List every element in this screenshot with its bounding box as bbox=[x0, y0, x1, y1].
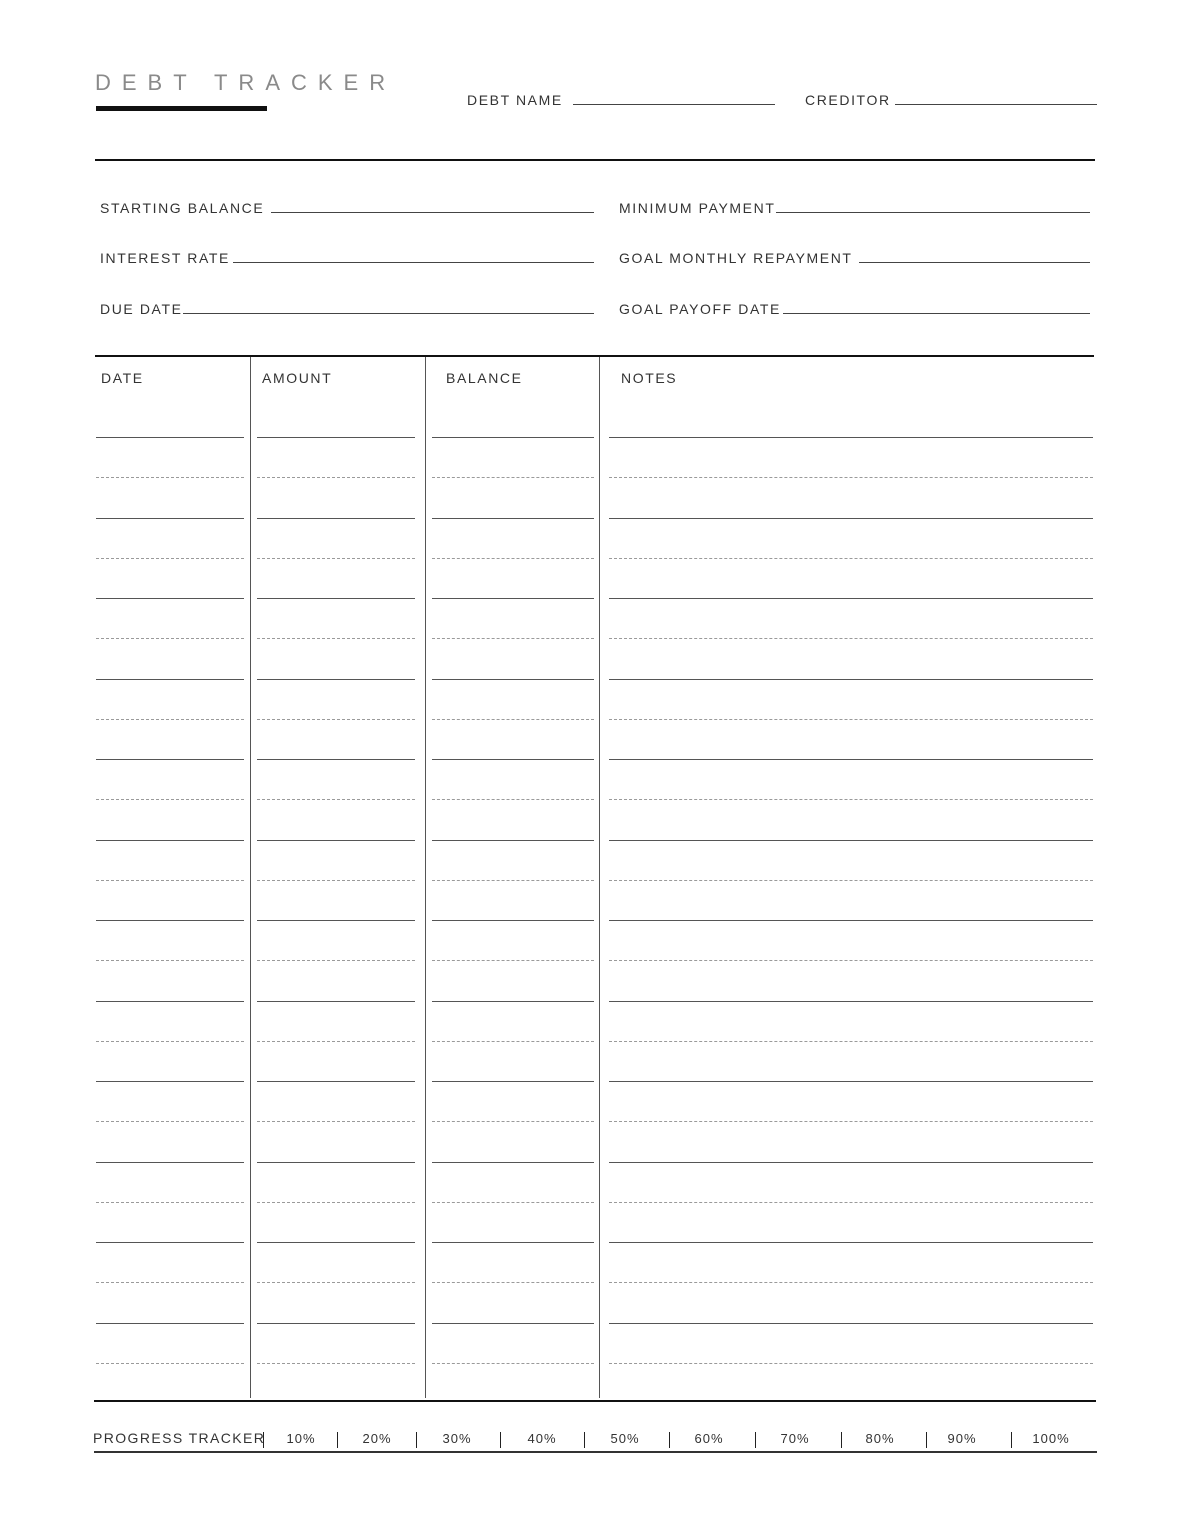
table-row-guide[interactable] bbox=[257, 1363, 415, 1364]
table-row-line[interactable] bbox=[96, 759, 244, 760]
table-row-line[interactable] bbox=[609, 1001, 1093, 1002]
table-row-guide[interactable] bbox=[609, 880, 1093, 881]
table-row-guide[interactable] bbox=[257, 719, 415, 720]
title-underline bbox=[96, 106, 267, 111]
table-row-line[interactable] bbox=[609, 759, 1093, 760]
table-row-line[interactable] bbox=[609, 1242, 1093, 1243]
progress-tick bbox=[263, 1432, 264, 1448]
table-row-line[interactable] bbox=[96, 679, 244, 680]
table-row-line[interactable] bbox=[257, 1162, 415, 1163]
table-row-guide[interactable] bbox=[432, 719, 594, 720]
progress-tick bbox=[337, 1432, 338, 1448]
table-row-guide[interactable] bbox=[257, 1202, 415, 1203]
page-title: DEBT TRACKER bbox=[95, 70, 397, 95]
progress-step-70-percent[interactable]: 70% bbox=[780, 1431, 810, 1446]
table-row-line[interactable] bbox=[96, 1081, 244, 1082]
table-row-guide[interactable] bbox=[609, 719, 1093, 720]
interest-rate-label: INTEREST RATE bbox=[100, 250, 230, 266]
goal-monthly-repayment-label: GOAL MONTHLY REPAYMENT bbox=[619, 250, 853, 266]
table-row-line[interactable] bbox=[257, 1242, 415, 1243]
table-row-line[interactable] bbox=[96, 518, 244, 519]
table-row-line[interactable] bbox=[432, 598, 594, 599]
table-row-guide[interactable] bbox=[96, 799, 244, 800]
table-row-guide[interactable] bbox=[96, 477, 244, 478]
minimum-payment-field[interactable] bbox=[776, 212, 1090, 213]
progress-baseline bbox=[94, 1451, 1097, 1453]
table-row-line[interactable] bbox=[432, 920, 594, 921]
table-row-line[interactable] bbox=[432, 1001, 594, 1002]
table-row-guide[interactable] bbox=[432, 1363, 594, 1364]
table-row-line[interactable] bbox=[257, 679, 415, 680]
table-row-line[interactable] bbox=[96, 1162, 244, 1163]
goal-payoff-date-label: GOAL PAYOFF DATE bbox=[619, 301, 781, 317]
table-row-guide[interactable] bbox=[96, 719, 244, 720]
table-row-guide[interactable] bbox=[257, 1121, 415, 1122]
table-row-guide[interactable] bbox=[609, 1282, 1093, 1283]
table-row-line[interactable] bbox=[432, 759, 594, 760]
table-row-guide[interactable] bbox=[257, 1041, 415, 1042]
table-row-guide[interactable] bbox=[96, 960, 244, 961]
starting-balance-field[interactable] bbox=[271, 212, 594, 213]
table-row-line[interactable] bbox=[257, 920, 415, 921]
table-row-line[interactable] bbox=[257, 437, 415, 438]
table-row-line[interactable] bbox=[432, 679, 594, 680]
goal-monthly-repayment-field[interactable] bbox=[859, 262, 1090, 263]
table-row-guide[interactable] bbox=[609, 638, 1093, 639]
table-row-guide[interactable] bbox=[257, 960, 415, 961]
table-row-guide[interactable] bbox=[96, 1363, 244, 1364]
goal-payoff-date-field[interactable] bbox=[783, 313, 1090, 314]
minimum-payment-label: MINIMUM PAYMENT bbox=[619, 200, 776, 216]
progress-step-90-percent[interactable]: 90% bbox=[947, 1431, 977, 1446]
starting-balance-label: STARTING BALANCE bbox=[100, 200, 265, 216]
table-row-line[interactable] bbox=[609, 598, 1093, 599]
table-row-guide[interactable] bbox=[432, 477, 594, 478]
table-row-guide[interactable] bbox=[257, 477, 415, 478]
table-row-guide[interactable] bbox=[609, 558, 1093, 559]
table-row-line[interactable] bbox=[432, 1323, 594, 1324]
balance-column-header: BALANCE bbox=[446, 370, 523, 386]
column-divider bbox=[250, 357, 251, 1398]
table-row-line[interactable] bbox=[609, 437, 1093, 438]
table-row-line[interactable] bbox=[432, 1162, 594, 1163]
table-row-guide[interactable] bbox=[432, 638, 594, 639]
table-row-guide[interactable] bbox=[96, 1041, 244, 1042]
due-date-label: DUE DATE bbox=[100, 301, 183, 317]
table-row-guide[interactable] bbox=[257, 1282, 415, 1283]
table-row-guide[interactable] bbox=[96, 1121, 244, 1122]
table-row-guide[interactable] bbox=[257, 558, 415, 559]
table-row-line[interactable] bbox=[609, 840, 1093, 841]
table-row-line[interactable] bbox=[96, 598, 244, 599]
progress-step-50-percent[interactable]: 50% bbox=[610, 1431, 640, 1446]
table-row-line[interactable] bbox=[609, 679, 1093, 680]
table-row-line[interactable] bbox=[609, 518, 1093, 519]
table-row-line[interactable] bbox=[96, 1001, 244, 1002]
table-row-guide[interactable] bbox=[432, 799, 594, 800]
amount-column-header: AMOUNT bbox=[262, 370, 333, 386]
table-row-line[interactable] bbox=[609, 920, 1093, 921]
table-row-guide[interactable] bbox=[609, 1041, 1093, 1042]
table-row-line[interactable] bbox=[96, 1242, 244, 1243]
table-row-line[interactable] bbox=[257, 1001, 415, 1002]
table-row-line[interactable] bbox=[257, 598, 415, 599]
progress-tick bbox=[1011, 1432, 1012, 1448]
table-row-line[interactable] bbox=[257, 518, 415, 519]
due-date-field[interactable] bbox=[183, 313, 594, 314]
table-row-guide[interactable] bbox=[96, 1282, 244, 1283]
progress-tick bbox=[669, 1432, 670, 1448]
progress-step-60-percent[interactable]: 60% bbox=[694, 1431, 724, 1446]
table-row-guide[interactable] bbox=[609, 960, 1093, 961]
table-row-guide[interactable] bbox=[432, 1202, 594, 1203]
table-top-border bbox=[95, 355, 1094, 357]
column-divider bbox=[599, 357, 600, 1398]
table-row-line[interactable] bbox=[432, 518, 594, 519]
table-row-guide[interactable] bbox=[96, 638, 244, 639]
progress-tick bbox=[926, 1432, 927, 1448]
date-column-header: DATE bbox=[101, 370, 144, 386]
creditor-label: CREDITOR bbox=[805, 92, 891, 108]
progress-tick bbox=[755, 1432, 756, 1448]
progress-tick bbox=[500, 1432, 501, 1448]
interest-rate-field[interactable] bbox=[233, 262, 594, 263]
debt-name-field[interactable] bbox=[573, 104, 775, 105]
table-row-line[interactable] bbox=[96, 437, 244, 438]
table-row-line[interactable] bbox=[432, 437, 594, 438]
table-row-guide[interactable] bbox=[432, 1282, 594, 1283]
table-row-line[interactable] bbox=[96, 840, 244, 841]
table-row-guide[interactable] bbox=[432, 960, 594, 961]
progress-step-10-percent[interactable]: 10% bbox=[286, 1431, 316, 1446]
progress-tick bbox=[416, 1432, 417, 1448]
table-row-line[interactable] bbox=[96, 920, 244, 921]
notes-column-header: NOTES bbox=[621, 370, 678, 386]
table-row-line[interactable] bbox=[432, 1081, 594, 1082]
progress-step-100-percent[interactable]: 100% bbox=[1032, 1431, 1070, 1446]
table-row-line[interactable] bbox=[257, 1323, 415, 1324]
table-row-guide[interactable] bbox=[432, 558, 594, 559]
table-row-guide[interactable] bbox=[609, 477, 1093, 478]
table-row-line[interactable] bbox=[432, 1242, 594, 1243]
table-row-guide[interactable] bbox=[96, 558, 244, 559]
table-row-guide[interactable] bbox=[257, 880, 415, 881]
table-row-guide[interactable] bbox=[432, 880, 594, 881]
progress-tracker-label: PROGRESS TRACKER bbox=[93, 1430, 266, 1446]
table-row-guide[interactable] bbox=[257, 799, 415, 800]
table-row-line[interactable] bbox=[257, 759, 415, 760]
table-row-guide[interactable] bbox=[432, 1041, 594, 1042]
table-row-guide[interactable] bbox=[96, 1202, 244, 1203]
progress-tick bbox=[841, 1432, 842, 1448]
table-bottom-border bbox=[94, 1400, 1096, 1402]
debt-name-label: DEBT NAME bbox=[467, 92, 563, 108]
table-row-guide[interactable] bbox=[257, 638, 415, 639]
progress-step-20-percent[interactable]: 20% bbox=[362, 1431, 392, 1446]
table-row-guide[interactable] bbox=[96, 880, 244, 881]
table-row-guide[interactable] bbox=[609, 799, 1093, 800]
table-row-line[interactable] bbox=[609, 1162, 1093, 1163]
header-divider bbox=[95, 159, 1095, 161]
table-row-line[interactable] bbox=[609, 1323, 1093, 1324]
progress-tick bbox=[584, 1432, 585, 1448]
table-row-guide[interactable] bbox=[609, 1121, 1093, 1122]
column-divider bbox=[425, 357, 426, 1398]
table-row-line[interactable] bbox=[257, 840, 415, 841]
creditor-field[interactable] bbox=[895, 104, 1097, 105]
table-row-line[interactable] bbox=[609, 1081, 1093, 1082]
progress-step-80-percent[interactable]: 80% bbox=[865, 1431, 895, 1446]
table-row-line[interactable] bbox=[96, 1323, 244, 1324]
table-row-guide[interactable] bbox=[609, 1363, 1093, 1364]
table-row-line[interactable] bbox=[432, 840, 594, 841]
table-row-line[interactable] bbox=[257, 1081, 415, 1082]
table-row-guide[interactable] bbox=[432, 1121, 594, 1122]
progress-step-40-percent[interactable]: 40% bbox=[527, 1431, 557, 1446]
progress-step-30-percent[interactable]: 30% bbox=[442, 1431, 472, 1446]
table-row-guide[interactable] bbox=[609, 1202, 1093, 1203]
